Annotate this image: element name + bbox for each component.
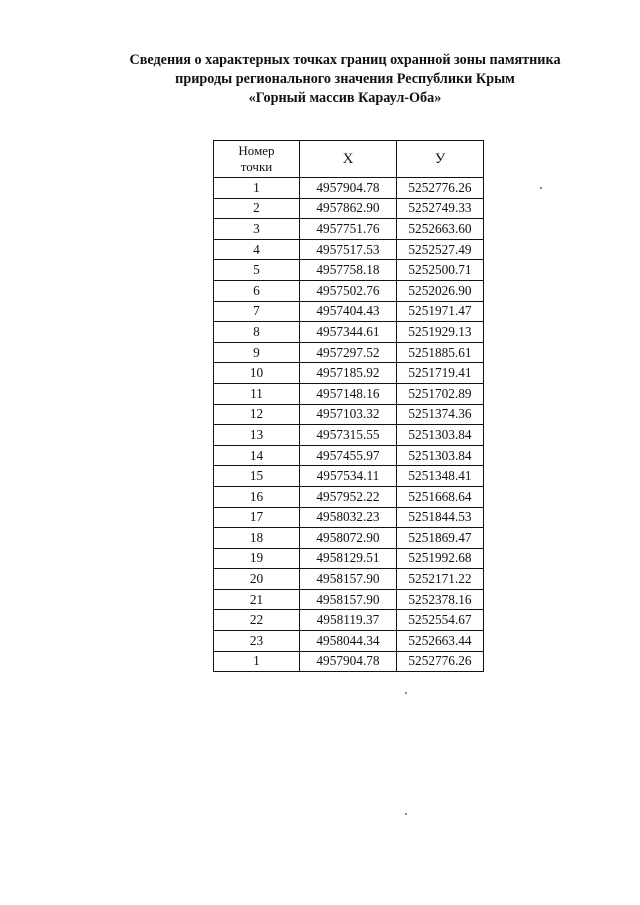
table-row [214,528,484,549]
scan-speck [540,187,542,189]
y-coordinate-cell: 5252663.60 [397,219,484,240]
x-coordinate-cell: 4957455.97 [300,445,397,466]
y-coordinate-cell: 5252776.26 [397,178,484,199]
y-coordinate-cell: 5251668.64 [397,486,484,507]
point-number-cell: 5 [214,260,300,281]
y-coordinate-cell: 5251374.36 [397,404,484,425]
y-coordinate-cell: 5251929.13 [397,322,484,343]
table-row [214,610,484,631]
point-number-cell: 19 [214,548,300,569]
x-coordinate-cell: 4957103.32 [300,404,397,425]
x-coordinate-cell: 4957904.78 [300,651,397,672]
table-body [214,178,484,672]
table-row [214,631,484,652]
y-coordinate-cell: 5252171.22 [397,569,484,590]
table-header-row [214,141,484,178]
point-number-cell: 18 [214,528,300,549]
point-number-cell: 15 [214,466,300,487]
point-number-cell: 12 [214,404,300,425]
scan-speck [405,692,407,694]
boundary-points-table [213,140,484,672]
point-number-cell: 7 [214,301,300,322]
table-row [214,425,484,446]
y-coordinate-cell: 5252749.33 [397,198,484,219]
x-coordinate-cell: 4957297.52 [300,342,397,363]
title-line-3: «Горный массив Караул-Оба» [248,90,442,106]
x-coordinate-cell: 4957952.22 [300,486,397,507]
x-coordinate-cell: 4958044.34 [300,631,397,652]
point-number-cell: 21 [214,589,300,610]
point-number-cell: 11 [214,383,300,404]
table-row [214,589,484,610]
x-coordinate-cell: 4957315.55 [300,425,397,446]
header-point-number-line1: Номер [238,143,275,158]
table-row [214,486,484,507]
header-point-number-line2: точки [240,159,273,174]
point-number-cell: 23 [214,631,300,652]
x-coordinate-cell: 4957344.61 [300,322,397,343]
x-coordinate-cell: 4957862.90 [300,198,397,219]
table-row [214,651,484,672]
table-row [214,198,484,219]
x-coordinate-cell: 4957904.78 [300,178,397,199]
table-row [214,219,484,240]
header-y: У [397,141,484,178]
y-coordinate-cell: 5251885.61 [397,342,484,363]
point-number-cell: 13 [214,425,300,446]
scan-speck [405,813,407,815]
x-coordinate-cell: 4958157.90 [300,589,397,610]
y-coordinate-cell: 5251303.84 [397,425,484,446]
x-coordinate-cell: 4957502.76 [300,280,397,301]
x-coordinate-cell: 4957534.11 [300,466,397,487]
y-coordinate-cell: 5252378.16 [397,589,484,610]
table-row [214,239,484,260]
point-number-cell: 1 [214,178,300,199]
table-row [214,507,484,528]
point-number-cell: 6 [214,280,300,301]
table-row [214,178,484,199]
table-row [214,280,484,301]
point-number-cell: 22 [214,610,300,631]
point-number-cell: 17 [214,507,300,528]
x-coordinate-cell: 4958119.37 [300,610,397,631]
y-coordinate-cell: 5251348.41 [397,466,484,487]
document-title [100,51,590,108]
y-coordinate-cell: 5252500.71 [397,260,484,281]
x-coordinate-cell: 4957185.92 [300,363,397,384]
table-row [214,322,484,343]
header-x: X [300,141,397,178]
table-row [214,363,484,384]
table-row [214,445,484,466]
y-coordinate-cell: 5252026.90 [397,280,484,301]
y-coordinate-cell: 5252527.49 [397,239,484,260]
point-number-cell: 9 [214,342,300,363]
table-row [214,301,484,322]
title-line-2: природы регионального значения Республики Крым [175,71,515,87]
title-line-1: Сведения о характерных точках границ охранной зоны памятника [129,52,561,68]
header-point-number [214,141,300,178]
y-coordinate-cell: 5251971.47 [397,301,484,322]
table-row [214,569,484,590]
x-coordinate-cell: 4958157.90 [300,569,397,590]
table-row [214,383,484,404]
point-number-cell: 4 [214,239,300,260]
y-coordinate-cell: 5252663.44 [397,631,484,652]
point-number-cell: 8 [214,322,300,343]
table-row [214,548,484,569]
y-coordinate-cell: 5251844.53 [397,507,484,528]
point-number-cell: 10 [214,363,300,384]
y-coordinate-cell: 5251869.47 [397,528,484,549]
point-number-cell: 3 [214,219,300,240]
y-coordinate-cell: 5251992.68 [397,548,484,569]
table-row [214,404,484,425]
y-coordinate-cell: 5251719.41 [397,363,484,384]
point-number-cell: 2 [214,198,300,219]
point-number-cell: 20 [214,569,300,590]
x-coordinate-cell: 4957758.18 [300,260,397,281]
x-coordinate-cell: 4957751.76 [300,219,397,240]
table-row [214,466,484,487]
x-coordinate-cell: 4957148.16 [300,383,397,404]
x-coordinate-cell: 4957517.53 [300,239,397,260]
x-coordinate-cell: 4958072.90 [300,528,397,549]
y-coordinate-cell: 5251303.84 [397,445,484,466]
table-row [214,342,484,363]
point-number-cell: 16 [214,486,300,507]
x-coordinate-cell: 4957404.43 [300,301,397,322]
x-coordinate-cell: 4958032.23 [300,507,397,528]
y-coordinate-cell: 5252776.26 [397,651,484,672]
x-coordinate-cell: 4958129.51 [300,548,397,569]
point-number-cell: 1 [214,651,300,672]
table-row [214,260,484,281]
point-number-cell: 14 [214,445,300,466]
y-coordinate-cell: 5251702.89 [397,383,484,404]
y-coordinate-cell: 5252554.67 [397,610,484,631]
